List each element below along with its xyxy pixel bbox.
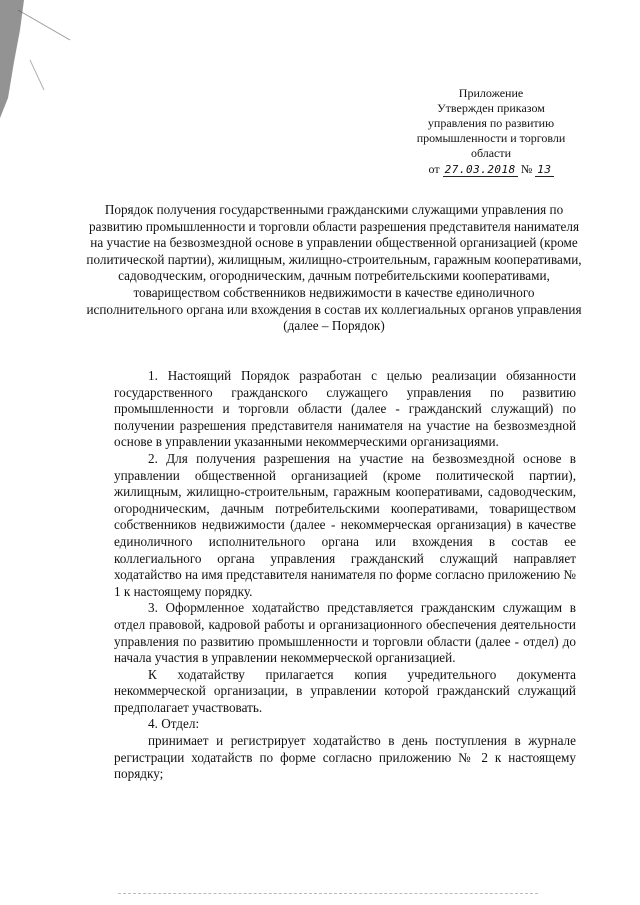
paragraph: 1. Настоящий Порядок разработан с целью реализации обязанности государственного гражданского служащего управления по развитию промышленности и торговли области (далее - гражданский служащий) по получении разрешения представителя нанимателя на участие на безвозмездной основе в управлении указанными некоммерческими организациями. [114,368,576,450]
paragraph: 4. Отдел: [148,716,200,732]
document-body [114,368,576,783]
paragraph: К ходатайству прилагается копия учредительного документа некоммерческой организации, в управлении которой гражданский служащий предполагает участвовать. [114,666,576,715]
scan-corner-artifact [0,0,80,120]
page-bottom-line [118,893,538,894]
order-number: 13 [537,163,552,176]
appendix-line: промышленности и торговли [416,131,566,145]
date-prefix: от [428,162,440,176]
paragraph: 3. Оформленное ходатайство представляется гражданским служащим в отдел правовой, кадровой работы и организационного обеспечения деятельности управления по развитию промышленности и торговли области (далее - отдел) до начала участия в управлении некоммерческой организацией. [114,600,576,666]
appendix-line: Приложение [458,86,524,100]
number-prefix: № [520,162,533,176]
paragraph: принимает и регистрирует ходатайство в день поступления в журнале регистрации ходатайств по форме согласно приложению № 2 к настоящему порядку; [114,733,576,782]
appendix-line: области [470,146,512,160]
document-title: Порядок получения государственными гражданскими служащими управления по развитию промышленности и торговли области разрешения представителя нанимателя на участие на безвозмездной основе в управлении общественной организацией (кроме политической партии), жилищным, жилищно-строительным, гаражным кооперативами, садоводческим, огородническим, дачным потребительскими кооперативами, товариществом собственников недвижимости в качестве единоличного исполнительного органа или вхождения в состав их коллегиальных органов управления (далее – Порядок) [86,202,582,334]
paragraph: 2. Для получения разрешения на участие на безвозмездной основе в управлении общественной организацией (кроме политической партии), жилищным, жилищно-строительным, гаражным кооперативами, садоводческим, огородническим, дачным потребительскими кооперативами, товариществом собственников недвижимости (далее - некоммерческая организация) в качестве единоличного исполнительного органа или вхождения в состав ее коллегиального органа управления гражданский служащий направляет ходатайство на имя представителя нанимателя по форме согласно приложению № 1 к настоящему порядку. [114,450,576,599]
order-date-line [396,162,586,177]
appendix-header [396,86,586,177]
order-date: 27.03.2018 [444,163,516,176]
appendix-line: управления по развитию [427,116,555,130]
appendix-line: Утвержден приказом [437,101,545,115]
